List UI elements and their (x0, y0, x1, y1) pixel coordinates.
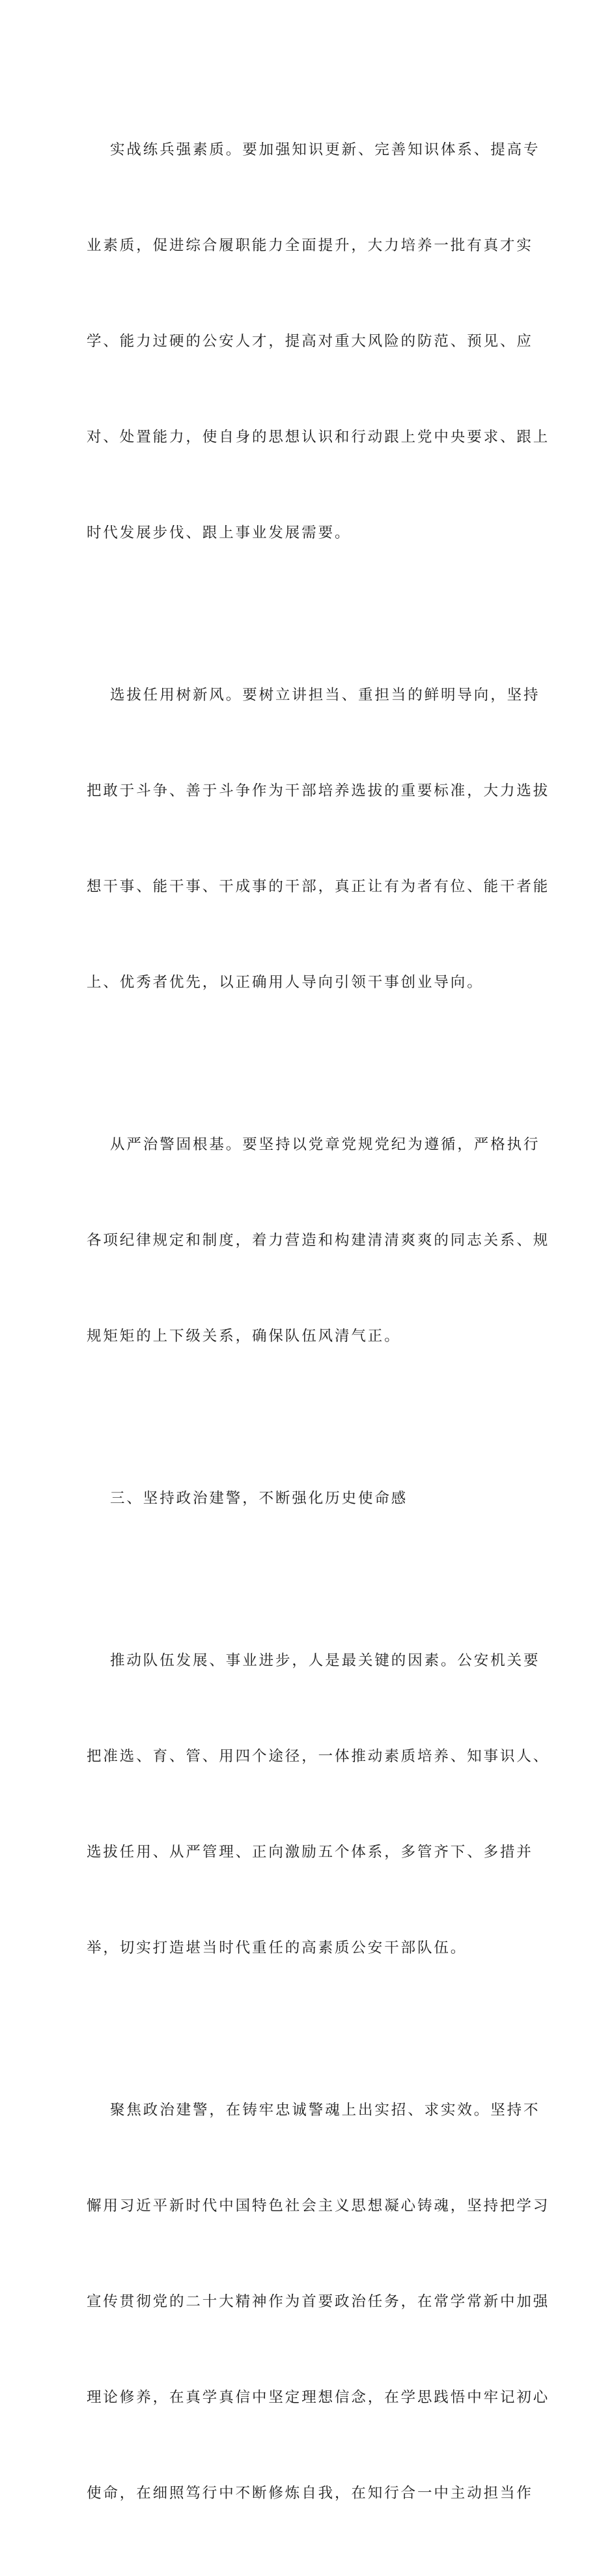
text-line: 业素质，促进综合履职能力全面提升，大力培养一批有真才实 (87, 237, 533, 254)
text-line: 理论修养，在真学真信中坚定理想信念，在学思践悟中牢记初心 (87, 2389, 550, 2406)
text-line: 学、能力过硬的公安人才，提高对重大风险的防范、预见、应 (87, 333, 533, 350)
text-line: 各项纪律规定和制度，着力营造和构建清清爽爽的同志关系、规 (87, 1232, 550, 1249)
text-line: 从严治警固根基。要坚持以党章党规党纪为遵循，严格执行 (110, 1136, 540, 1153)
text-line: 时代发展步伐、跟上事业发展需要。 (87, 524, 352, 541)
text-line: 上、优秀者优先，以正确用人导向引领干事创业导向。 (87, 974, 484, 991)
paragraph-political (87, 2031, 550, 2573)
text-line: 选拔任用树新风。要树立讲担当、重担当的鲜明导向，坚持 (110, 687, 540, 704)
text-line: 聚焦政治建警，在铸牢忠诚警魂上出实招、求实效。坚持不 (110, 2102, 540, 2119)
paragraph-selection (87, 616, 550, 1063)
text-line: 举，切实打造堪当时代重任的高素质公安干部队伍。 (87, 1939, 467, 1956)
text-line: 把敢于斗争、善于斗争作为干部培养选拔的重要标准，大力选拔 (87, 782, 550, 799)
paragraph-discipline (87, 1065, 550, 1416)
section-heading (87, 1419, 516, 1579)
text-line: 选拔任用、从严管理、正向激励五个体系，多管齐下、多措并 (87, 1844, 533, 1861)
text-line: 规矩矩的上下级关系，确保队伍风清气正。 (87, 1328, 401, 1345)
text-line: 对、处置能力，使自身的思想认识和行动跟上党中央要求、跟上 (87, 429, 550, 446)
text-line: 宣传贯彻党的二十大精神作为首要政治任务，在常学常新中加强 (87, 2293, 550, 2310)
document-body (87, 70, 550, 2576)
text-line: 使命，在细照笃行中不断修炼自我，在知行合一中主动担当作 (87, 2485, 533, 2502)
text-line: 推动队伍发展、事业进步，人是最关键的因素。公安机关要 (110, 1652, 540, 1669)
paragraph-team-building (87, 1581, 550, 2028)
text-line: 想干事、能干事、干成事的干部，真正让有为者有位、能干者能 (87, 878, 550, 895)
text-line: 懈用习近平新时代中国特色社会主义思想凝心铸魂，坚持把学习 (87, 2197, 550, 2214)
text-line: 实战练兵强素质。要加强知识更新、完善知识体系、提高专 (110, 141, 540, 158)
text-line: 把准选、育、管、用四个途径，一体推动素质培养、知事识人、 (87, 1748, 550, 1765)
paragraph-training (87, 70, 550, 613)
heading-line: 三、坚持政治建警，不断强化历史使命感 (110, 1490, 408, 1507)
